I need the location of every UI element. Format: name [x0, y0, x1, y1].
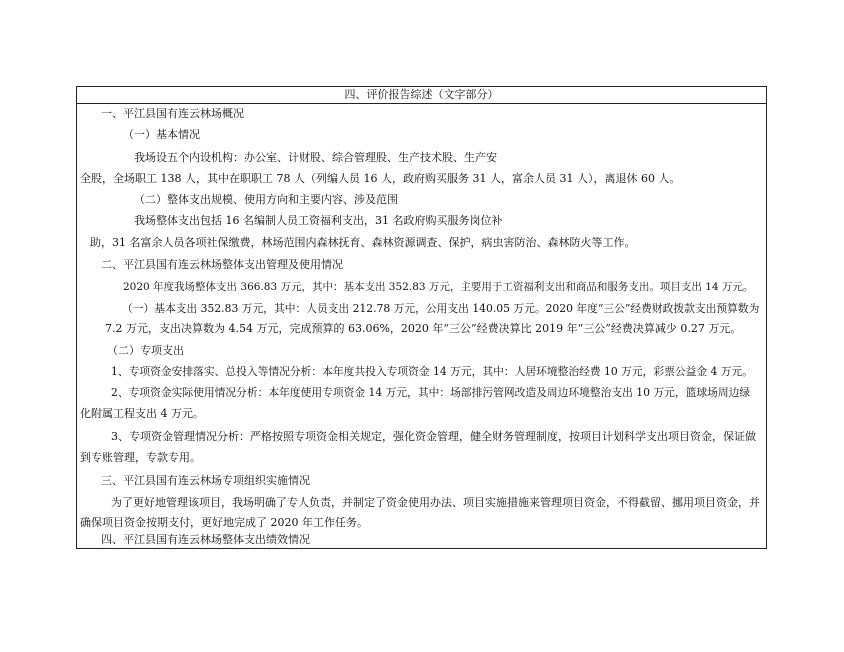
section-title: 四、评价报告综述（文字部分） — [77, 87, 766, 104]
subheading-basic-info: （一）基本情况 — [123, 128, 200, 141]
paragraph-line: 我场整体支出包括 16 名编制人员工资福利支出，31 名政府购买服务岗位补 — [134, 214, 503, 227]
paragraph-line: 3、专项资金管理情况分析：严格按照专项资金相关规定，强化资金管理，健全财务管理制度，按项目计划科学支出项目资金，保证做 — [111, 430, 756, 443]
subheading-spending-scope: （二）整体支出规模、使用方向和主要内容、涉及范围 — [134, 193, 398, 206]
paragraph-line: 2020 年度我场整体支出 366.83 万元，其中：基本支出 352.83 万元，主要用于工资福利支出和商品和服务支出。项目支出 14 万元。 — [123, 281, 754, 293]
paragraph-line: 2、专项资金实际使用情况分析：本年度使用专项资金 14 万元，其中：场部排污管网改造及周边环境整治支出 10 万元，篮球场周边绿 — [111, 386, 751, 399]
paragraph-line: 为了更好地管理该项目，我场明确了专人负责，并制定了资金使用办法、项目实施措施来管理项目资金，不得截留、挪用项目资金，并 — [111, 496, 760, 509]
paragraph-line: 我场设五个内设机构：办公室、计财股、综合管理股、生产技术股、生产安 — [134, 151, 497, 164]
paragraph-line: 7.2 万元，支出决算数为 4.54 万元，完成预算的 63.06%，2020 年“三公”经费决算比 2019 年“三公”经费决算减少 0.27 万元。 — [105, 322, 742, 335]
paragraph-line: 化附属工程支出 4 万元。 — [80, 407, 204, 420]
subheading-special-spending: （二）专项支出 — [107, 344, 184, 357]
paragraph-line: （一）基本支出 352.83 万元，其中：人员支出 212.78 万元，公用支出 140.05 万元。2020 年度“三公”经费财政拨款支出预算数为 — [122, 302, 760, 315]
paragraph-line: 确保项目资金按期支付，更好地完成了 2020 年工作任务。 — [80, 516, 368, 529]
heading-management: 二、平江县国有连云林场整体支出管理及使用情况 — [101, 258, 343, 271]
paragraph-line: 1、专项资金安排落实、总投入等情况分析：本年度共投入专项资金 14 万元，其中：人居环境整治经费 10 万元，彩票公益金 4 万元。 — [111, 365, 754, 378]
paragraph-line: 全股，全场职工 138 人，其中在职职工 78 人（列编人员 16 人，政府购买服务 31 人，富余人员 31 人），离退休 60 人。 — [80, 172, 681, 185]
heading-implementation: 三、平江县国有连云林场专项组织实施情况 — [101, 474, 310, 487]
report-table — [76, 86, 767, 549]
paragraph-line: 到专账管理，专款专用。 — [80, 451, 201, 464]
paragraph-line: 助，31 名富余人员各项社保缴费，林场范围内森林抚育、森林资源调查、保护，病虫害防治、森林防火等工作。 — [90, 236, 636, 249]
heading-overview: 一、平江县国有连云林场概况 — [101, 107, 244, 120]
heading-performance: 四、平江县国有连云林场整体支出绩效情况 — [101, 533, 310, 546]
